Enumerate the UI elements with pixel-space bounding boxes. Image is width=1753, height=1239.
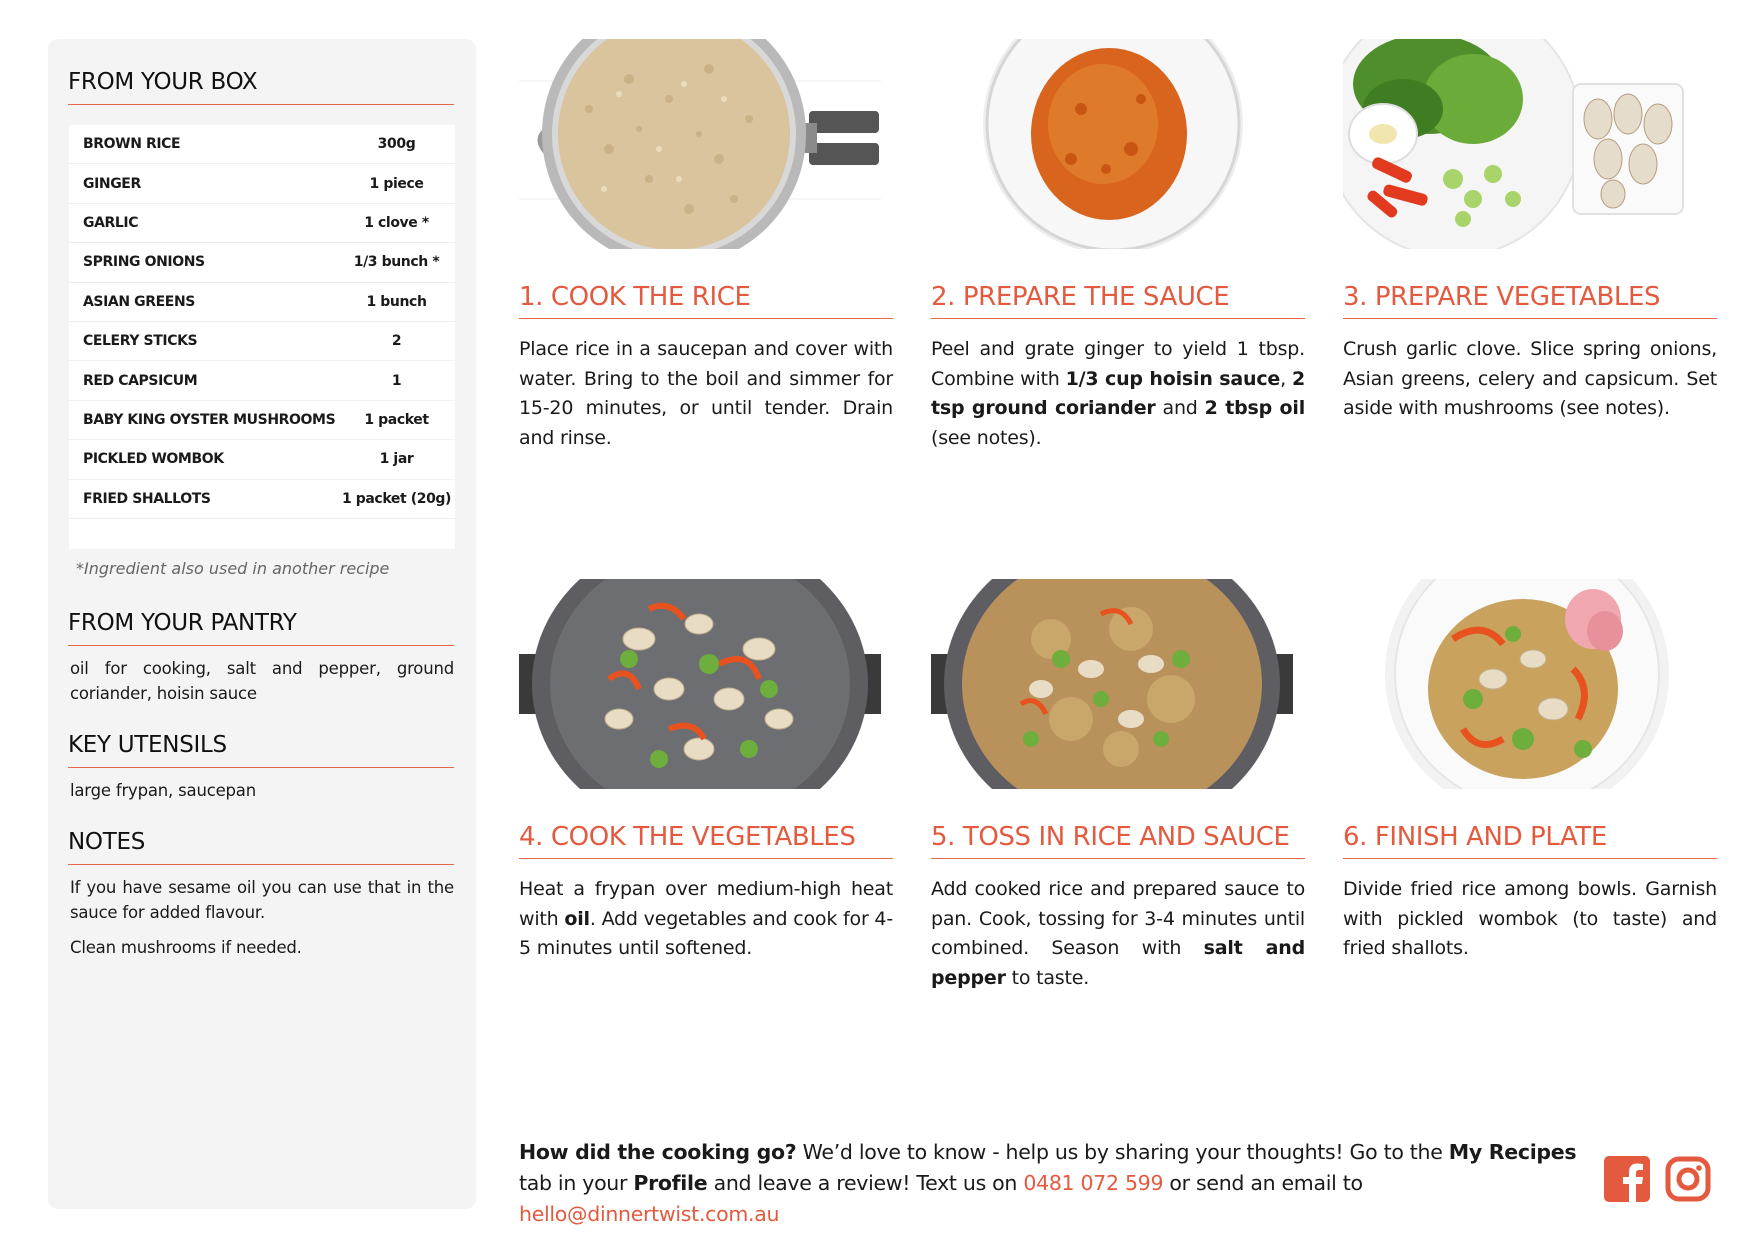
ingredient-name: BABY KING OYSTER MUSHROOMS: [83, 411, 336, 428]
step-6: [1343, 579, 1717, 959]
step-2-photo: [931, 39, 1293, 249]
step-text-segment: Place rice in a saucepan and cover with water. Bring to the boil and simmer for 15-20 minutes, or until tender. Drain and rinse.: [519, 338, 893, 449]
ingredient-qty: 1 packet (20g): [341, 490, 452, 507]
ingredient-row: [69, 401, 455, 440]
step-4-photo: [519, 579, 881, 789]
feedback-segment: or send an email to: [1163, 1171, 1363, 1195]
step-text-bold: salt and pepper: [931, 937, 1305, 989]
step-text-segment: . Add vegetables and cook for 4-5 minutes until softened.: [519, 907, 893, 959]
sauce-bowl-image: [931, 39, 1293, 249]
step-text-segment: and: [1155, 397, 1205, 419]
ingredient-name: CELERY STICKS: [83, 333, 198, 350]
step-text-bold: oil: [564, 907, 590, 930]
ingredient-qty: 1: [391, 372, 402, 389]
step-3-photo: [1343, 39, 1705, 249]
ingredients-sidebar: [48, 39, 476, 1209]
from-your-pantry-heading: FROM YOUR PANTRY: [68, 610, 454, 646]
plated-fried-rice-image: [1343, 579, 1705, 789]
my-recipes-link[interactable]: My Recipes: [1448, 1140, 1577, 1164]
step-text-segment: Heat a frypan over medium-high heat with: [519, 878, 893, 930]
step-6-title: 6. FINISH AND PLATE: [1343, 822, 1717, 859]
step-1-photo: [519, 39, 881, 249]
email-link[interactable]: hello@dinnertwist.com.au: [519, 1202, 780, 1226]
feedback-segment: and leave a review! Text us on: [707, 1171, 1024, 1195]
ingredient-name: SPRING ONIONS: [83, 254, 205, 271]
facebook-icon[interactable]: [1604, 1156, 1650, 1202]
ingredient-row: [69, 480, 455, 519]
ingredient-row: [69, 322, 455, 361]
ingredient-row: [69, 440, 455, 479]
ingredient-qty: 1/3 bunch *: [353, 254, 440, 271]
notes-text: [70, 875, 454, 970]
ingredient-qty: 2: [391, 333, 402, 350]
step-2-text: [931, 335, 1305, 453]
step-2-title: 2. PREPARE THE SAUCE: [931, 282, 1305, 319]
step-6-text: [1343, 875, 1717, 964]
ingredient-qty: 1 bunch: [366, 293, 427, 310]
rice-frypan-image: [931, 579, 1293, 789]
step-5: [931, 579, 1305, 989]
step-text-segment: Peel and grate ginger to yield 1 tbsp. Combine with: [931, 338, 1305, 390]
feedback-segment: tab in your: [519, 1171, 634, 1195]
ingredient-qty: 1 clove *: [364, 214, 429, 231]
ingredients-table: [69, 125, 455, 549]
rice-saucepan-image: [519, 39, 881, 249]
ingredient-name: BROWN RICE: [83, 136, 181, 153]
note-line: If you have sesame oil you can use that in the sauce for added flavour.: [70, 878, 454, 922]
feedback-text: [519, 1137, 1589, 1230]
vegetables-plate-image: [1343, 39, 1705, 249]
pantry-text: oil for cooking, salt and pepper, ground coriander, hoisin sauce: [70, 659, 454, 703]
step-1-text: [519, 335, 893, 453]
step-3: [1343, 39, 1717, 419]
step-5-photo: [931, 579, 1293, 789]
step-6-photo: [1343, 579, 1705, 789]
step-text-segment: Crush garlic clove. Slice spring onions, Asian greens, celery and capsicum. Set aside with mushrooms (see notes).: [1343, 338, 1717, 419]
step-text-bold: 2 tbsp oil: [1204, 397, 1306, 419]
step-text-segment: to taste.: [1005, 966, 1090, 989]
step-text-segment: (see notes).: [931, 426, 1042, 449]
note-line: Clean mushrooms if needed.: [70, 938, 302, 957]
notes-heading: NOTES: [68, 829, 454, 865]
step-5-text: [931, 875, 1305, 993]
ingredient-name: ASIAN GREENS: [83, 293, 195, 310]
ingredient-footnote: *Ingredient also used in another recipe: [76, 559, 390, 578]
step-5-title: 5. TOSS IN RICE AND SAUCE: [931, 822, 1305, 859]
key-utensils-heading: KEY UTENSILS: [68, 732, 454, 768]
step-2: [931, 39, 1306, 449]
ingredient-row: [69, 204, 455, 243]
ingredient-name: GINGER: [83, 175, 141, 192]
from-your-box-heading: FROM YOUR BOX: [68, 69, 454, 105]
phone-link[interactable]: 0481 072 599: [1023, 1171, 1164, 1195]
feedback-segment: We’d love to know - help us by sharing your thoughts! Go to the: [796, 1140, 1449, 1164]
profile-link[interactable]: Profile: [633, 1171, 708, 1195]
vegetables-frypan-image: [519, 579, 881, 789]
ingredient-qty: 1 packet: [364, 411, 429, 428]
step-1: [519, 39, 893, 449]
ingredient-row: [69, 283, 455, 322]
ingredient-name: GARLIC: [83, 214, 139, 231]
step-text-segment: ,: [1280, 367, 1292, 390]
utensils-text: large frypan, saucepan: [70, 781, 256, 800]
ingredient-qty: 300g: [377, 136, 416, 153]
ingredient-name: FRIED SHALLOTS: [83, 490, 211, 507]
step-3-title: 3. PREPARE VEGETABLES: [1343, 282, 1717, 319]
ingredient-name: PICKLED WOMBOK: [83, 451, 224, 468]
ingredient-row: [69, 164, 455, 203]
ingredient-row: [69, 125, 455, 164]
ingredient-name: RED CAPSICUM: [83, 372, 198, 389]
step-3-text: [1343, 335, 1717, 424]
ingredient-row: [69, 361, 455, 400]
step-4-title: 4. COOK THE VEGETABLES: [519, 822, 893, 859]
ingredient-qty: 1 jar: [379, 451, 414, 468]
instagram-icon[interactable]: [1665, 1156, 1711, 1202]
ingredient-qty: 1 piece: [369, 175, 424, 192]
step-1-title: 1. COOK THE RICE: [519, 282, 893, 319]
step-text-bold: 1/3 cup hoisin sauce: [1065, 367, 1281, 390]
step-text-bold: 2 tsp ground coriander: [931, 367, 1305, 419]
step-text-segment: Divide fried rice among bowls. Garnish with pickled wombok (to taste) and fried shallots.: [1343, 878, 1717, 959]
ingredient-row: [69, 243, 455, 282]
step-4-text: [519, 875, 893, 964]
step-4: [519, 579, 893, 959]
step-text-segment: Add cooked rice and prepared sauce to pan. Cook, tossing for 3-4 minutes until combined. Season with: [931, 878, 1305, 959]
feedback-question: How did the cooking go?: [519, 1140, 797, 1164]
